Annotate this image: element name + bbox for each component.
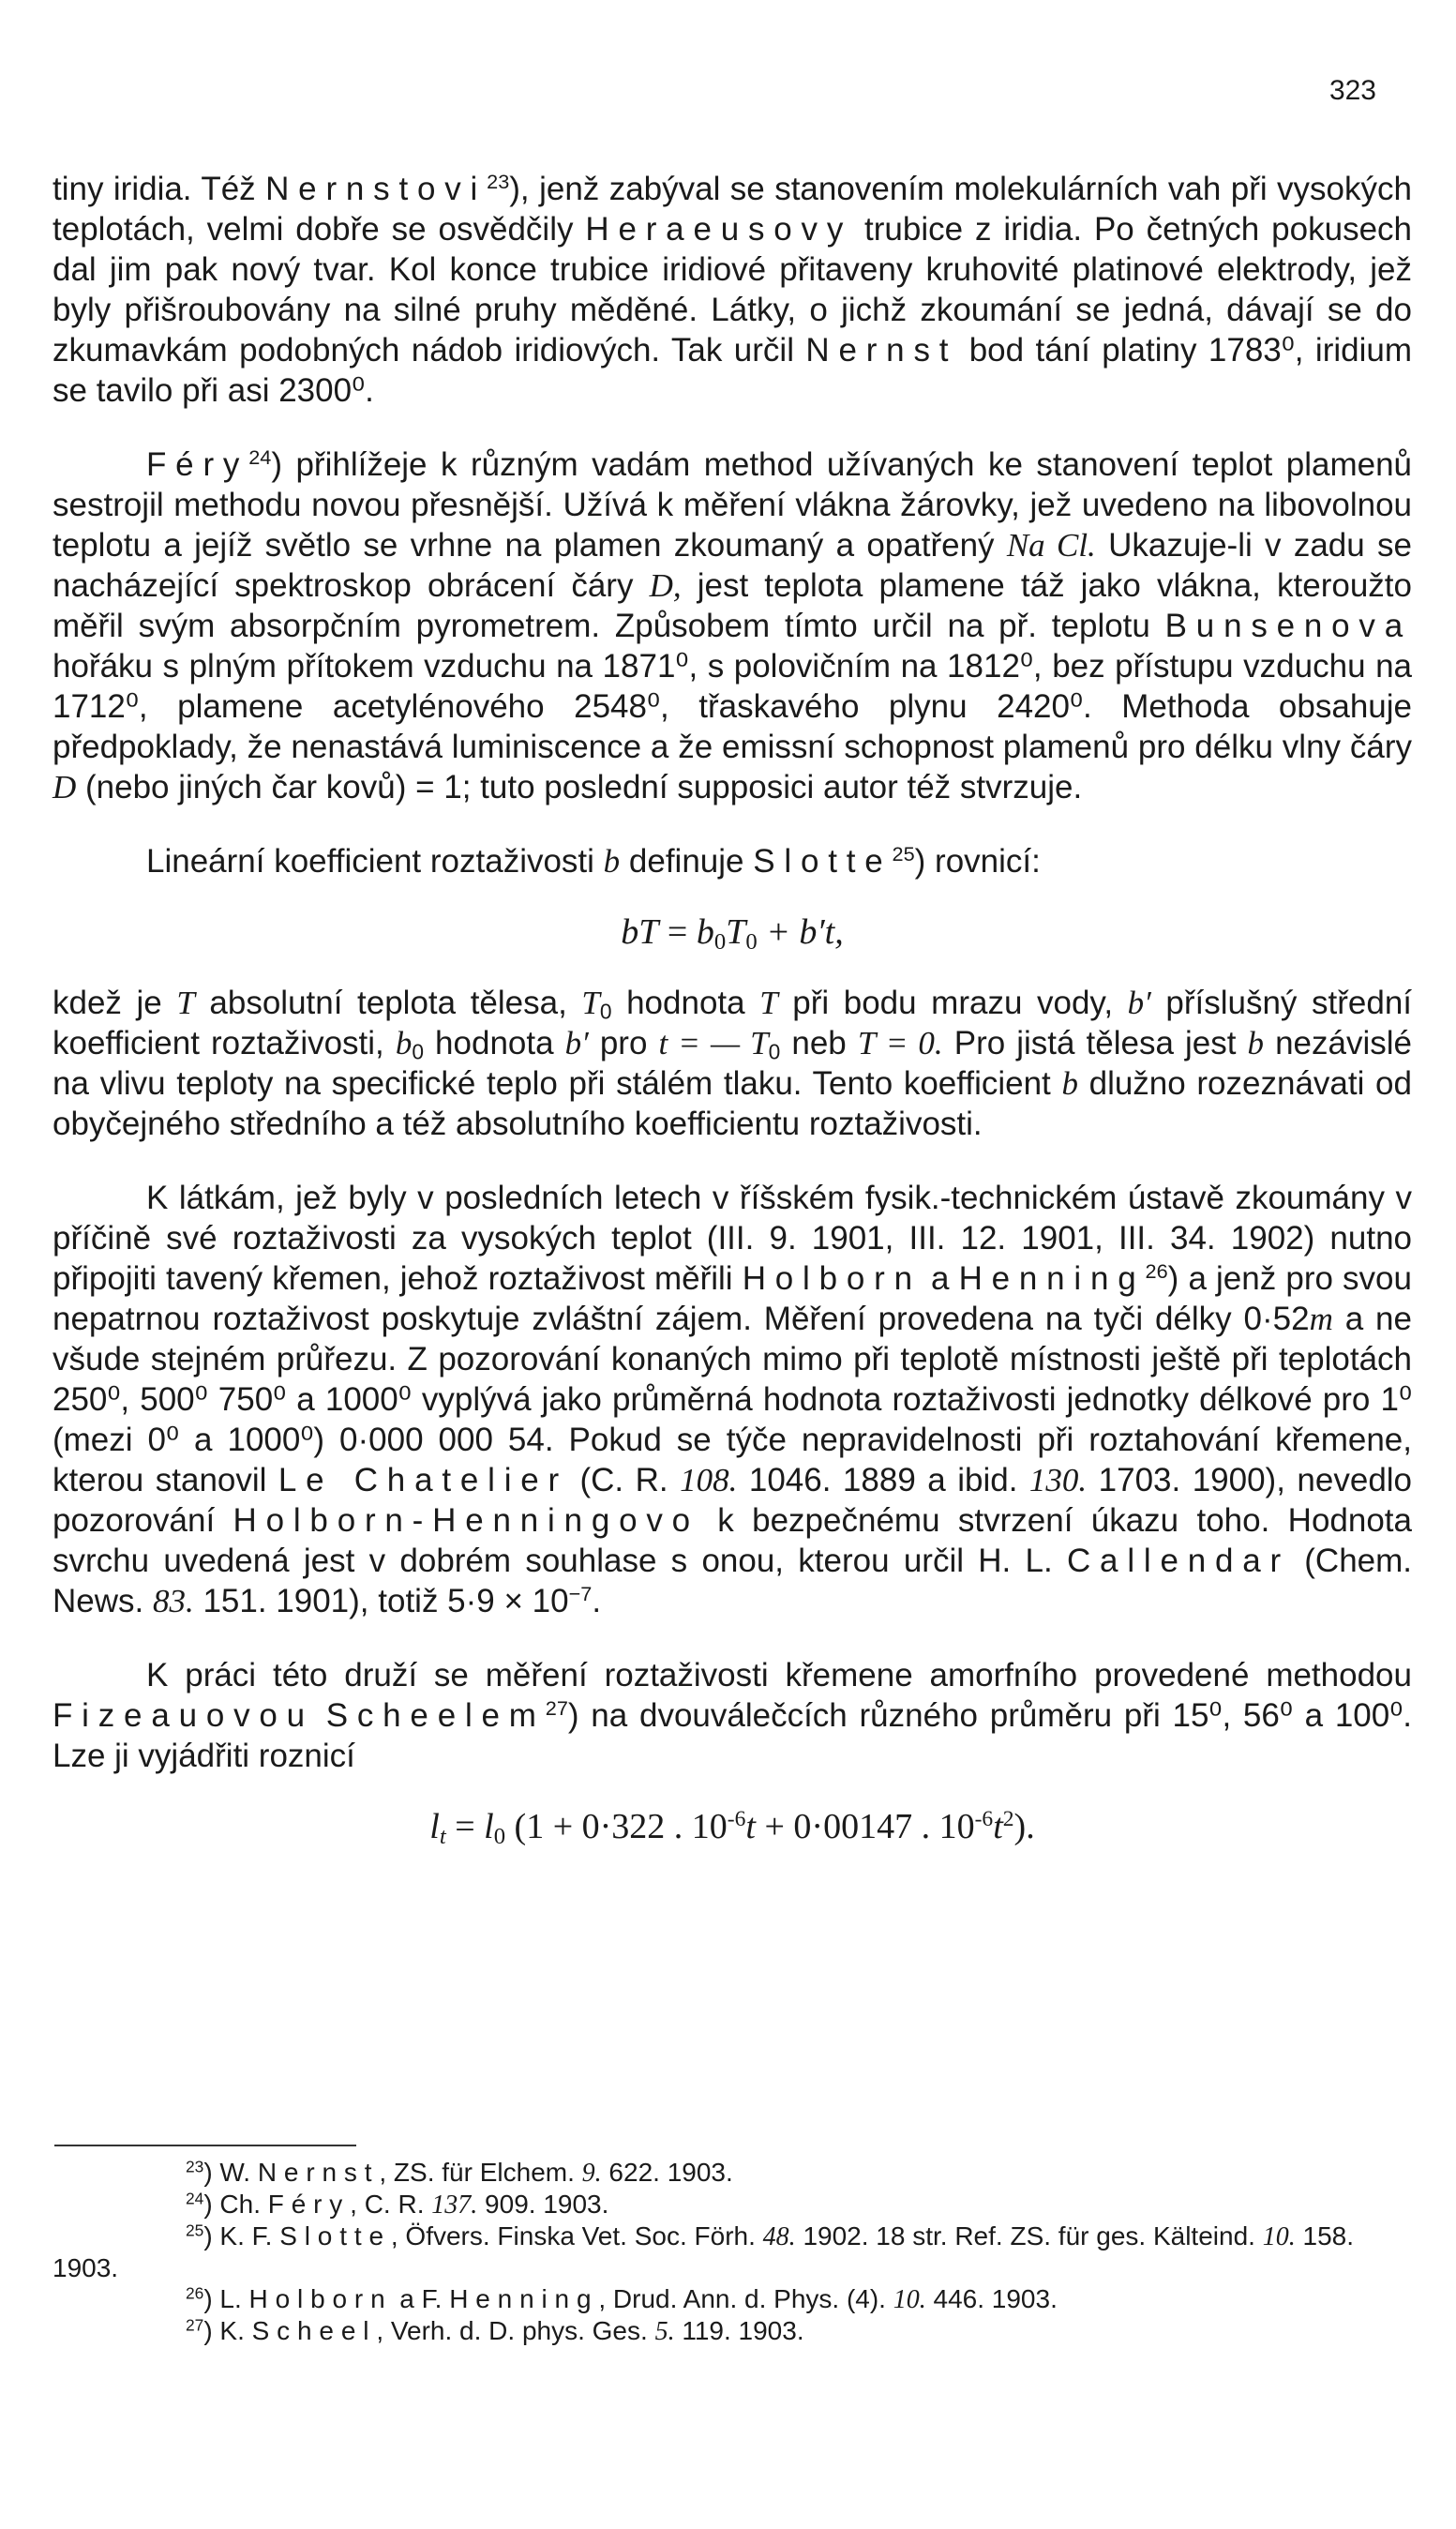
paragraph-2: Féry$^{24}$) přihlížeje k různým vadám method užívaných ke stanovení teplot plamenů sestrojil methodu novou přesnější. Užívá k měření vlákna žárovky, jež uvedeno na libovolnou teplotu a jejíž světlo se vrhne na plamen zkoumaný a opatřený Na Cl. Ukazuje-li v zadu se nacházející spektroskop obrácení čáry D, jest teplota plamene táž jako vlákna, kteroužto měřil svým absorpčním pyrometrem. Způsobem tímto určil na př. teplotu Bunsenova hořáku s plným přítokem vzduchu na 1871⁰, s polovičním na 1812⁰, bez přístupu vzduchu na 1712⁰, plamene acetylénového 2548⁰, třaskavého plynu 2420⁰. Methoda obsahuje předpoklady, že nenastává luminiscence a že emissní schopnost plamenů pro délku vlny čáry D (nebo jiných čar kovů) = 1; tuto poslední supposici autor též stvrzuje.	[53, 445, 1412, 805]
paragraph-4: kdež je T absolutní teplota tělesa, $T_0$ hodnota T při bodu mrazu vody, b′ příslušný střední koefficient roztaživosti, $b_0$ hodnota b′ pro t = — $T_0$ neb T = 0. Pro jistá tělesa jest b nezávislé na vlivu teploty na specifické teplo při stálém tlaku. Tento koefficient b dlužno rozeznávati od obyčejného středního a též absolutního koefficientu roztaživosti.	[53, 985, 1413, 1142]
footnote-27: $^{27}$) K. Scheel, Verh. d. D. phys. Ges. 5. 119. 1903.	[186, 2315, 804, 2346]
paragraph-1: tiny iridia. Též Nernstovi$^{23}$), jenž zabýval se stanovením molekulárních vah při vysokých teplotách, velmi dobře se osvědčily Heraeusovy trubice z iridia. Po četných pokusech dal jim pak nový tvar. Kol konce trubice iridiové přitaveny kruhovité platinové elektrody, jež byly přišroubovány na silné pruhy měděné. Látky, o jichž zkoumání se jedná, dávají se do zkumavkám podobných nádob iridiových. Tak určil Nernst bod tání platiny 1783⁰, iridium se tavilo při asi 2300⁰.	[53, 170, 1413, 409]
paragraph-5: K látkám, jež byly v posledních letech v říšském fysik.-technickém ústavě zkoumány v příčině své roztaživosti za vysokých teplot (III. 9. 1901, III. 12. 1901, III. 34. 1902) nutno připojiti tavený křemen, jehož roztaživost měřili Holborn a Henning$^{26}$) a jenž pro svou nepatrnou roztaživost poskytuje zvláštní zájem. Měření provedena na tyči délky 0·52m a ne všude stejném průřezu. Z pozorování konaných mimo při teplotě místnosti ještě při teplotách 250⁰, 500⁰ 750⁰ a 1000⁰ vyplývá jako průměrná hodnota roztaživosti jednotky délkové pro 1⁰ (mezi 0⁰ a 1000⁰) 0·000 000 54. Pokud se týče nepravidelnosti při roztahování křemene, kterou stanovil Le Chatelier (C. R. 108. 1046. 1889 a ibid. 130. 1703. 1900), nevedlo pozorování Holborn-Henningovo k bezpečnému stvrzení úkazu toho. Hodnota svrchu uvedená jest v dobrém souhlase s onou, kterou určil H. L. Callendar (Chem. News. 83. 151. 1901), totiž $5\cdot 9 \times 10^{-7}$.	[53, 1180, 1413, 1619]
footnote-25: $^{25}$) K. F. Slotte, Öfvers. Finska Vet. Soc. Förh. 48. 1902. 18 str. Ref. ZS. für ges. Kälteind. 10. 158. 1903.	[53, 2220, 1354, 2282]
footnotes	[53, 2157, 1412, 2347]
page-number: 323	[1328, 75, 1376, 106]
footnote-23: $^{23}$) W. Nernst, ZS. für Elchem. 9. 622. 1903.	[186, 2157, 733, 2188]
formula-expansion: bT = $b_0T_0 + b't$,	[621, 912, 844, 956]
body-text	[53, 169, 1412, 1877]
footnote-24: $^{24}$) Ch. Féry, C. R. 137. 909. 1903.	[186, 2189, 609, 2220]
footnote-rule	[54, 2145, 356, 2146]
formula-quartz-expansion: $l_t = l_0$ (1 + 0·322 . $10^{-6}t + 0\cdot 00147$ . $10^{-6}t^2$).	[429, 1807, 1035, 1850]
footnote-26: $^{26}$) L. Holborn a F. Henning, Drud. Ann. d. Phys. (4). 10. 446. 1903.	[186, 2283, 1058, 2314]
paragraph-6: K práci této druží se měření roztaživosti křemene amorfního provedené methodou Fizeauovou Scheelem$^{27}$) na dvouválečcích různého průměru při 15⁰, 56⁰ a 100⁰. Lze ji vyjádřiti roznicí	[53, 1657, 1412, 1774]
paragraph-3: Lineární koefficient roztaživosti b definuje Slotte$^{25}$) rovnicí:	[146, 842, 1041, 880]
